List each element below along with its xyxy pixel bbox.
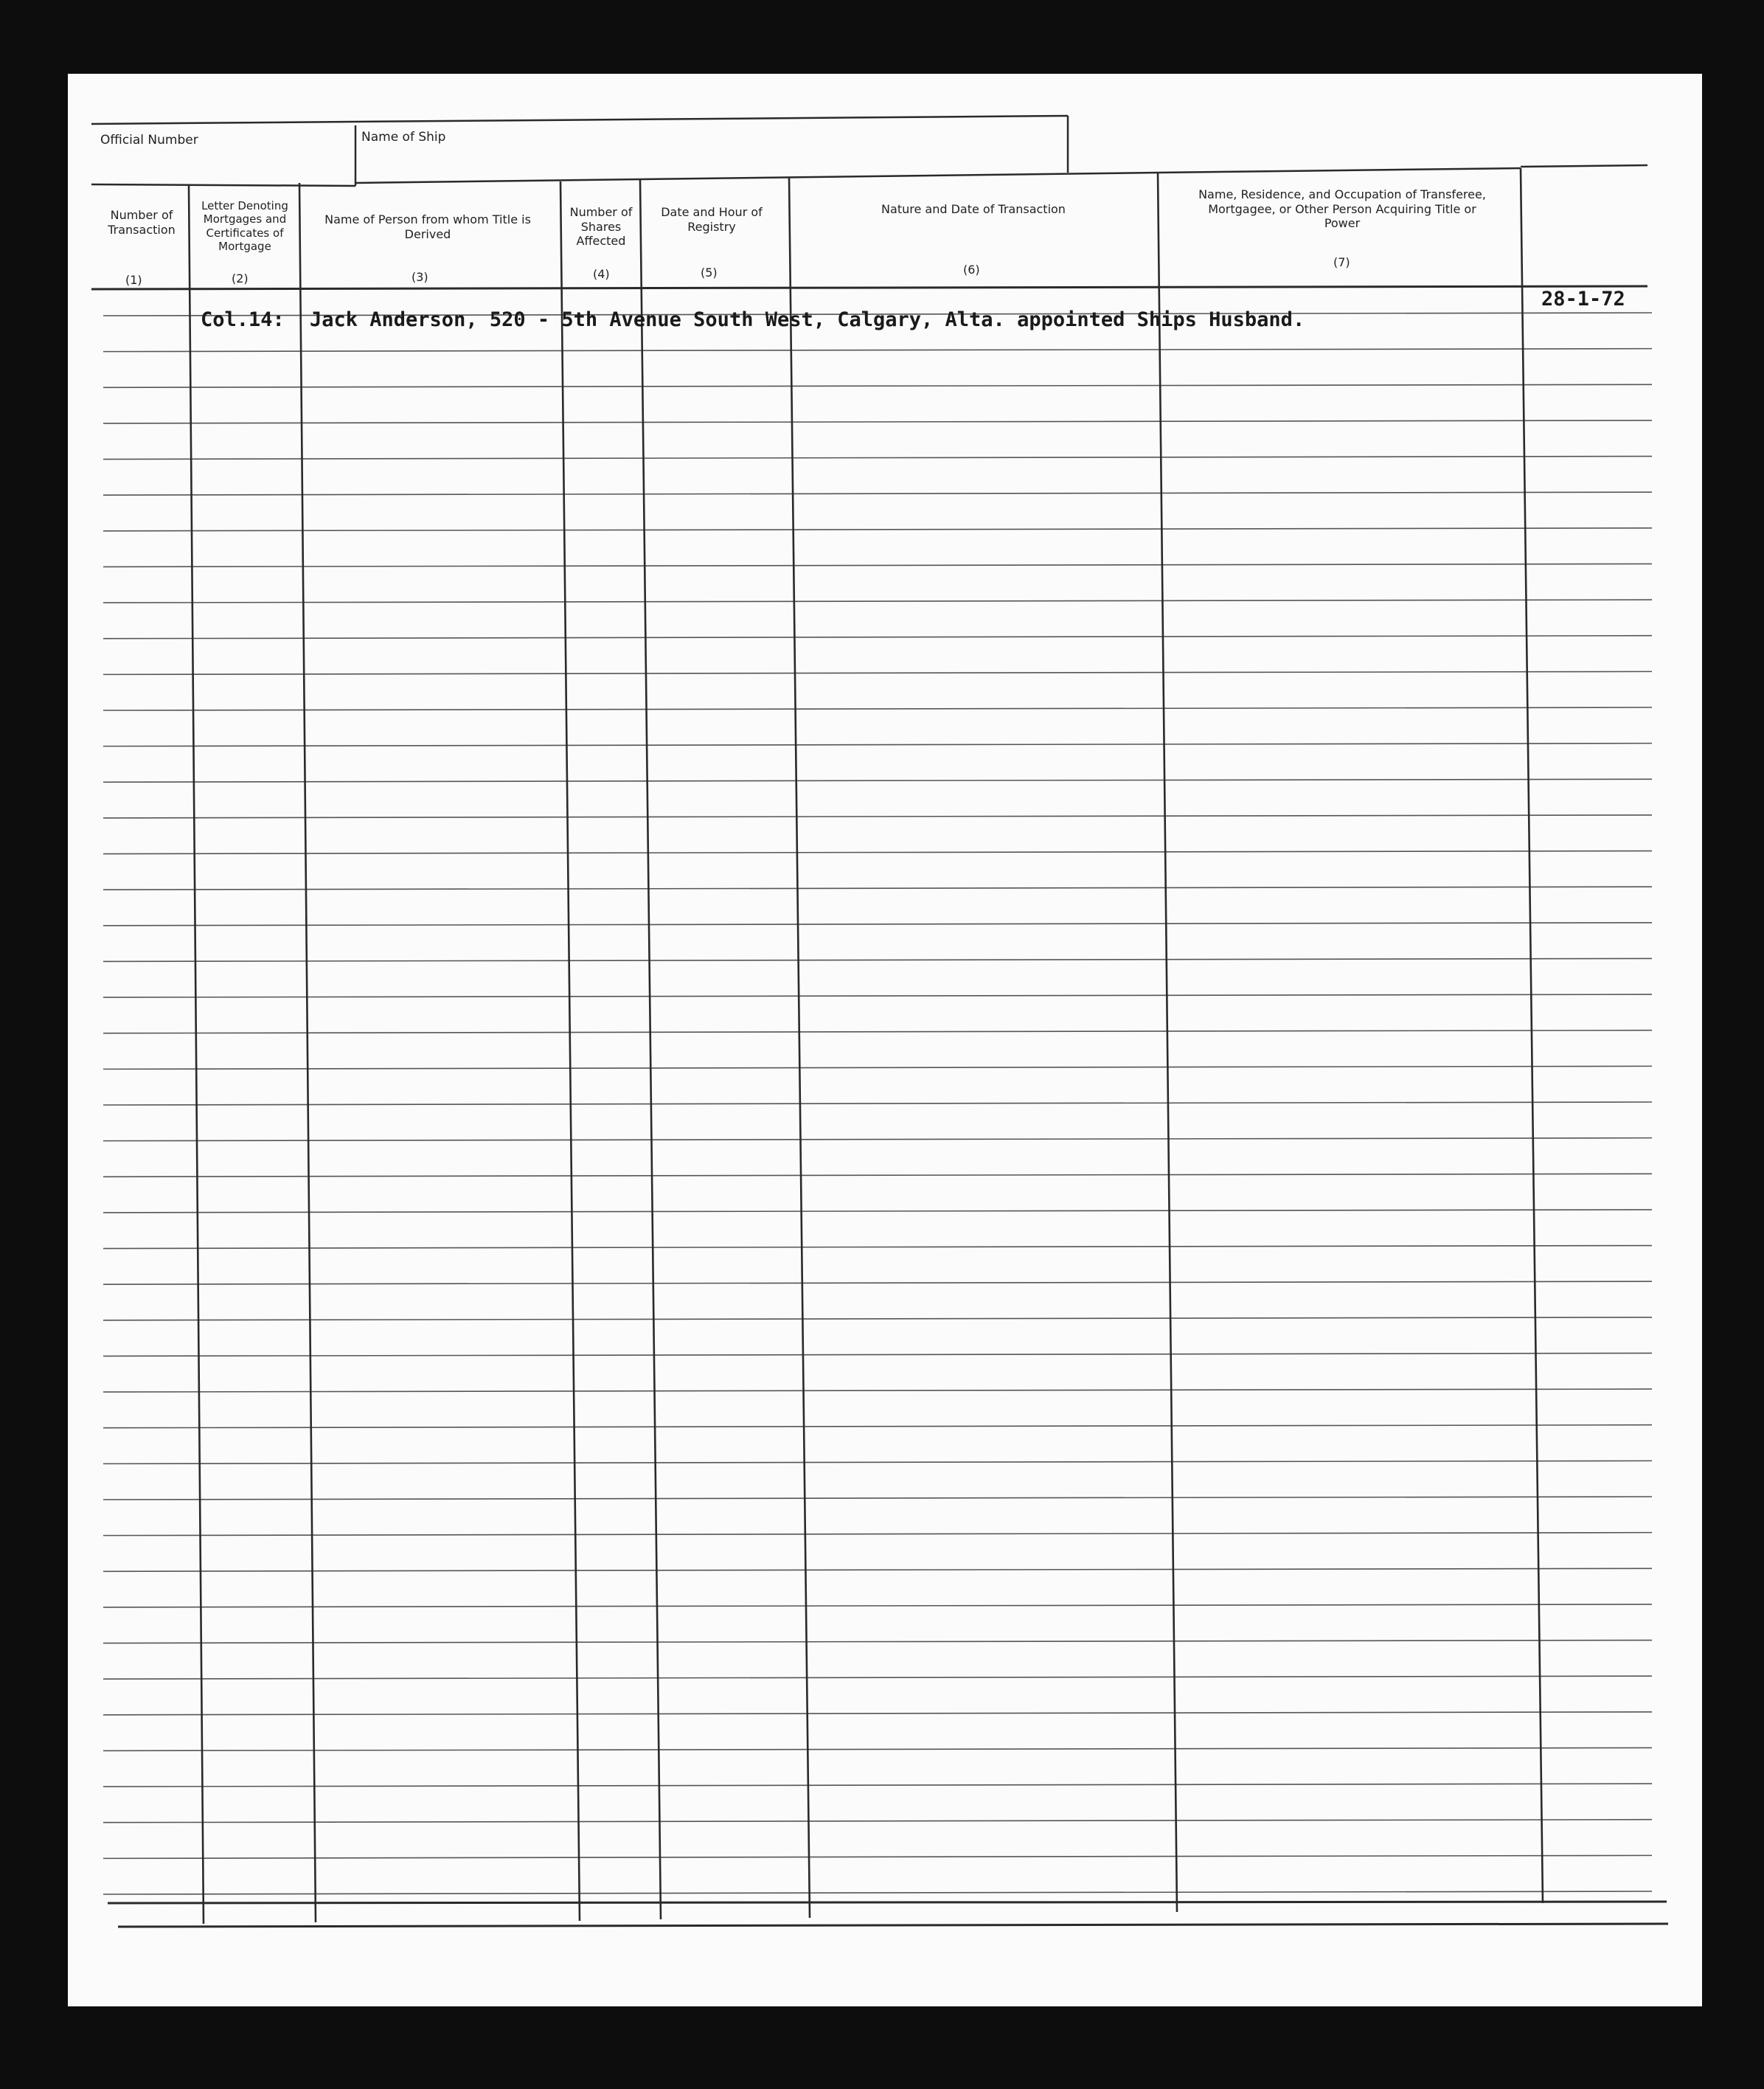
column-number-1: (1) [125, 273, 142, 287]
column-divider [1521, 168, 1543, 1903]
ruled-line [103, 1425, 1652, 1428]
column-header-3: Name of Person from whom Title is Derived [324, 212, 531, 241]
ruled-line [103, 1891, 1652, 1894]
entry-date: 28-1-72 [1541, 288, 1625, 311]
name-of-ship-label: Name of Ship [361, 130, 446, 145]
ruled-line [103, 636, 1652, 639]
entry-col2: Col.14: [201, 308, 285, 331]
column-divider [189, 184, 204, 1924]
ruled-line [103, 707, 1652, 710]
ruled-line [103, 1066, 1652, 1069]
column-divider [560, 181, 580, 1921]
ruled-line [103, 1855, 1652, 1858]
column-header-7: Name, Residence, and Occupation of Transferee, Mortgagee, or Other Person Acquiring Title or Power [1198, 187, 1486, 231]
ruled-line [103, 744, 1652, 746]
ruled-line [103, 1533, 1652, 1536]
ruled-line [103, 851, 1652, 854]
entry-text: Jack Anderson, 520 - 5th Avenue South West, Calgary, Alta. appointed Ships Husband. [310, 308, 1305, 331]
column-divider [1158, 173, 1177, 1912]
ruled-line [103, 1784, 1652, 1787]
column-header-4: Number of Shares Affected [569, 205, 633, 249]
ruled-line [103, 958, 1652, 961]
ruled-line [103, 1030, 1652, 1033]
ruled-line [103, 492, 1652, 495]
ruled-line [103, 457, 1652, 460]
ruled-line [103, 528, 1652, 531]
official-number-label: Official Number [100, 133, 198, 148]
ruled-line [103, 1747, 1652, 1750]
ruled-line [103, 1353, 1652, 1356]
ruled-line [103, 349, 1652, 352]
column-number-4: (4) [593, 267, 610, 281]
column-number-5: (5) [701, 266, 718, 280]
ruled-line [103, 1676, 1652, 1679]
ruled-line [103, 1102, 1652, 1105]
ruled-line [103, 420, 1652, 423]
ruled-line [103, 887, 1652, 890]
ruled-line [103, 923, 1652, 926]
column-header-1: Number of Transaction [108, 208, 176, 237]
ruled-line [103, 671, 1652, 674]
column-header-2: Letter Denoting Mortgages and Certificates of Mortgage [201, 199, 288, 253]
column-divider [789, 177, 810, 1918]
column-number-6: (6) [963, 263, 980, 277]
ruled-line [103, 1820, 1652, 1823]
ruled-line [103, 384, 1652, 387]
ruled-line [103, 1461, 1652, 1463]
ruled-line [103, 1246, 1652, 1249]
ruled-line [103, 600, 1652, 603]
ruled-line [103, 1604, 1652, 1607]
ruled-line [103, 1317, 1652, 1320]
ruled-line [103, 1641, 1652, 1643]
ruled-line [103, 1281, 1652, 1284]
column-divider [299, 183, 316, 1922]
ruled-line [103, 1568, 1652, 1571]
ruled-line [103, 1174, 1652, 1177]
column-header-6: Nature and Date of Transaction [881, 202, 1066, 216]
column-number-2: (2) [232, 271, 249, 285]
ruled-line [103, 1497, 1652, 1500]
column-divider [640, 180, 661, 1919]
column-header-5: Date and Hour of Registry [661, 205, 763, 234]
ruled-line [103, 1712, 1652, 1715]
ruled-line [103, 564, 1652, 567]
ruled-line [103, 1138, 1652, 1141]
ruled-line [103, 815, 1652, 818]
ruled-line [103, 1210, 1652, 1213]
column-number-3: (3) [412, 270, 428, 284]
ruled-line [103, 779, 1652, 782]
column-number-7: (7) [1333, 255, 1350, 269]
ruled-line [103, 1389, 1652, 1392]
ruled-line [103, 994, 1652, 997]
